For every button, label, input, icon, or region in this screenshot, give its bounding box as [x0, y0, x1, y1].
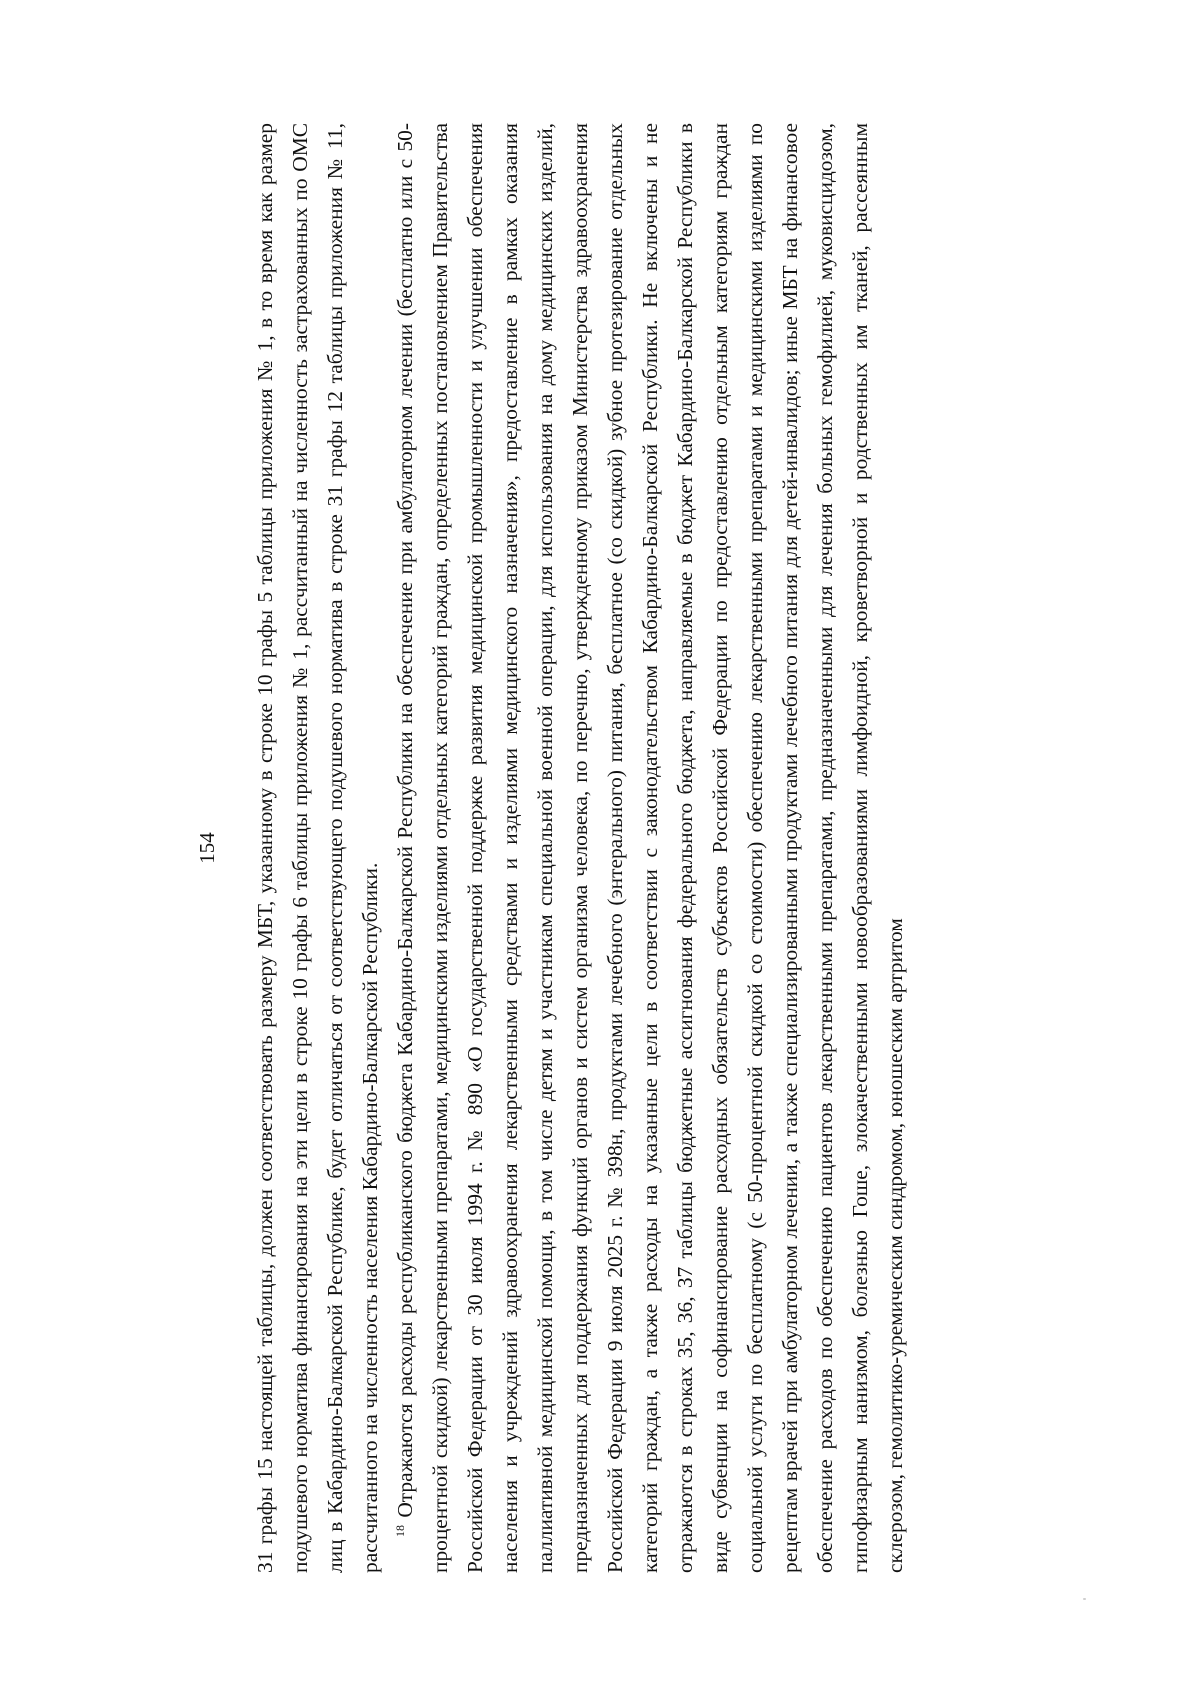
footnote-18	[388, 123, 913, 1573]
footnote-17-continuation: 31 графы 15 настоящей таблицы, должен соответствовать размеру МБТ, указанному в строке 10 графы 5 таблицы приложения № 1, в то время как размер подушевого норматива финансирования на эти цели в строке 10 графы 6 таблицы приложения № 1, рассчитанный на численность застрахованных по ОМС лиц в Кабардино-Балкарской Республике, будет отличаться от соответствующего подушевого норматива в строке 31 графы 12 таблицы приложения № 11, рассчитанного на численность населения Кабардино-Балкарской Республики.	[253, 123, 382, 1573]
page-number: 154	[195, 832, 219, 864]
footnote-18-marker: 18	[392, 1525, 407, 1537]
rotated-text-block	[192, 123, 1072, 1573]
footnote-text	[248, 123, 913, 1573]
scan-speck	[1083, 1598, 1086, 1600]
footnote-18-text: Отражаются расходы республиканского бюджета Кабардино-Балкарской Республики на обеспечение при амбулаторном лечении (бесплатно или с 50-процентной скидкой) лекарственными препаратами, медицинскими изделиями отдельных категорий граждан, определенных постановлением Правительства Российской Федерации от 30 июля 1994 г. № 890 «О государственной поддержке развития медицинской промышленности и улучшении обеспечения населения и учреждений здравоохранения лекарственными средствами и изделиями медицинского назначения», предоставление в рамках оказания паллиативной медицинской помощи, в том числе детям и участникам специальной военной операции, для использования на дому медицинских изделий, предназначенных для поддержания функций органов и систем организма человека, по перечню, утвержденному приказом Министерства здравоохранения Российской Федерации 9 июля 2025 г. № 398н, продуктами лечебного (энтерального) питания, бесплатное (со скидкой) зубное протезирование отдельных категорий граждан, а также расходы на указанные цели в соответствии с законодательством Кабардино-Балкарской Республики. Не включены и не отражаются в строках 35, 36, 37 таблицы бюджетные ассигнования федерального бюджета, направляемые в бюджет Кабардино-Балкарской Республики в виде субвенции на софинансирование расходных обязательств субъектов Российской Федерации по предоставлению отдельным категориям граждан социальной услуги по бесплатному (с 50-процентной скидкой со стоимости) обеспечению лекарственными препаратами и медицинскими изделиями по рецептам врачей при амбулаторном лечении, а также специализированными продуктами лечебного питания для детей-инвалидов; иные МБТ на финансовое обеспечение расходов по обеспечению пациентов лекарственными препаратами, предназначенными для лечения больных гемофилией, муковисцидозом, гипофизарным нанизмом, болезнью Гоше, злокачественными новообразованиями лимфоидной, кроветворной и родственных им тканей, рассеянным склерозом, гемолитико-уремическим синдромом, юношеским артритом	[393, 123, 907, 1573]
